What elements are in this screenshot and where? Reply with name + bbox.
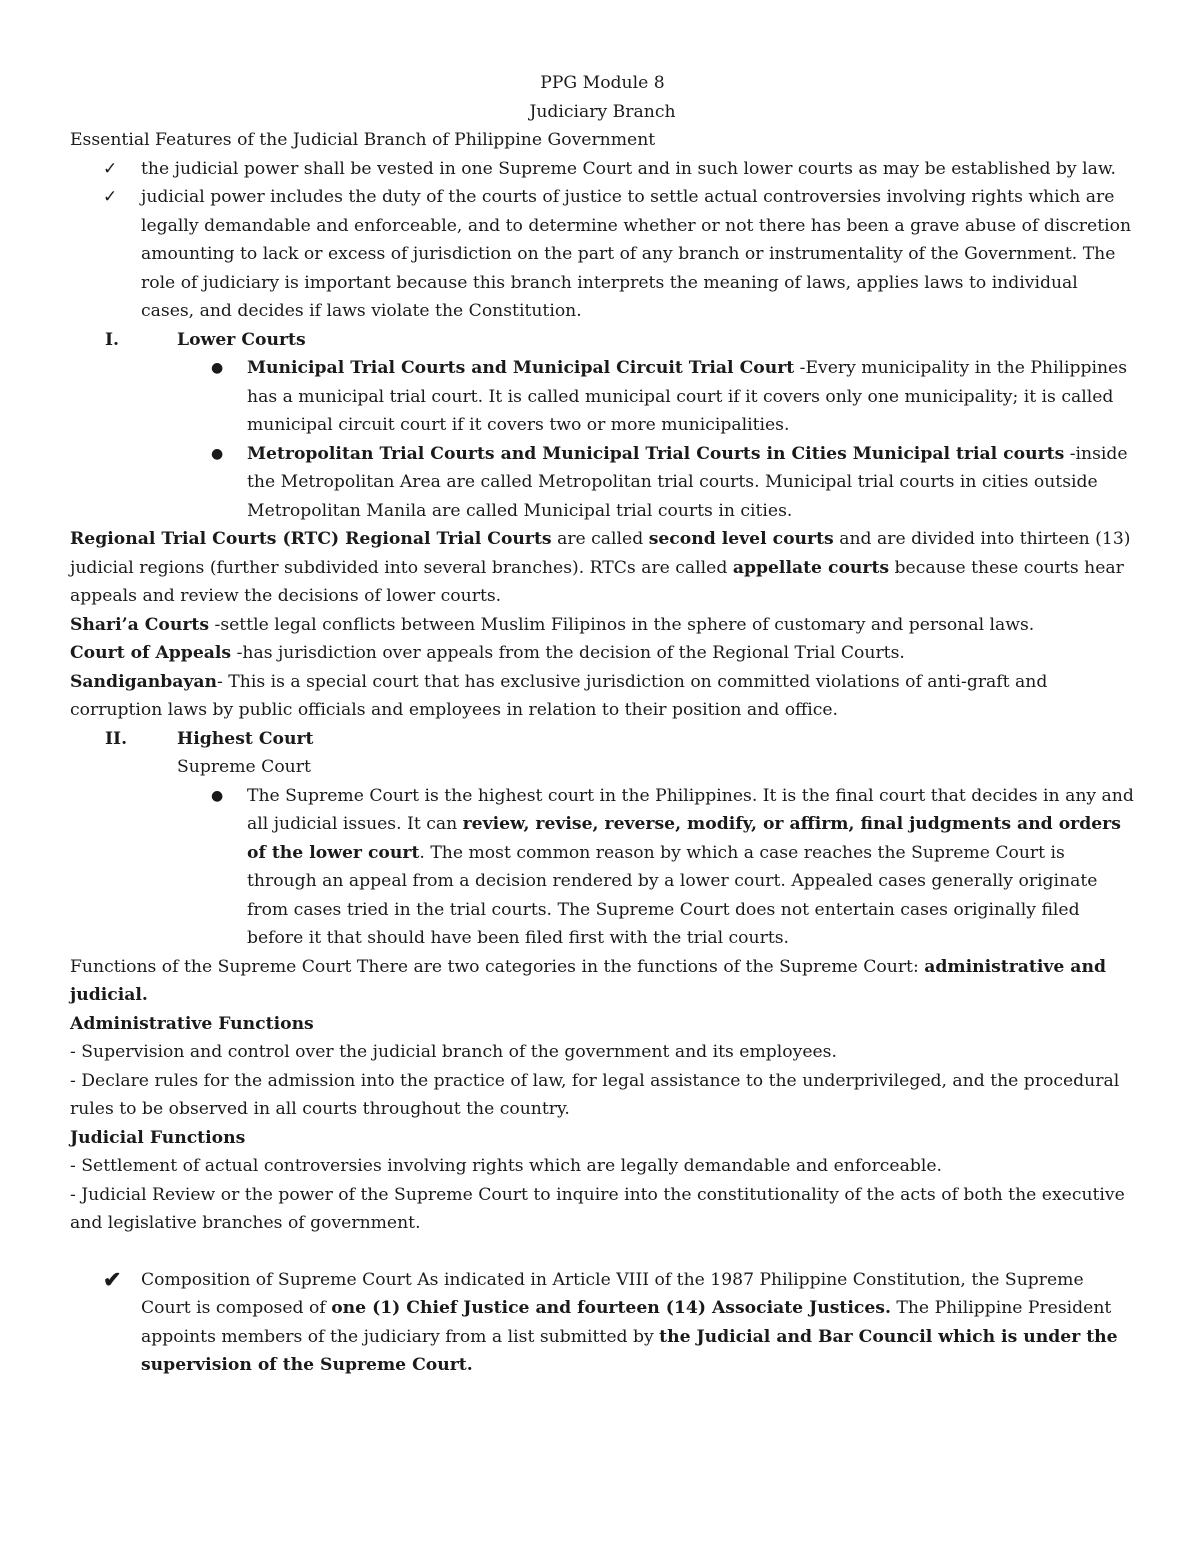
- functions-emphasis: administrative and judicial.: [70, 956, 1106, 1005]
- rtc-emphasis: second level courts: [648, 529, 834, 549]
- feature-item: [70, 155, 1135, 184]
- administrative-item: - Supervision and control over the judicial branch of the government and its employees.: [70, 1042, 837, 1062]
- bullet-icon: ●: [211, 360, 224, 376]
- document-title: PPG Module 8: [540, 73, 665, 93]
- list-item: [70, 440, 1135, 526]
- checkmark-icon: ✓: [103, 187, 118, 207]
- sandiganbayan-paragraph: [70, 668, 1135, 725]
- functions-paragraph: [70, 953, 1135, 1010]
- court-name: Shari’a Courts: [70, 614, 210, 635]
- court-name: Court of Appeals: [70, 643, 232, 663]
- rtc-text: are called: [551, 529, 649, 549]
- supreme-court-text: The Supreme Court is the highest court in the Philippines. It is the final court that decides in any and all judicial issues. It can: [247, 785, 1134, 834]
- section-highest-court: [70, 725, 1135, 754]
- document-subtitle: Judiciary Branch: [529, 101, 676, 122]
- composition-text: The Philippine President appoints members of the judiciary from a list submitted by: [141, 1298, 1112, 1347]
- court-name: Municipal Trial Courts and Municipal Circuit Trial Court: [247, 358, 795, 378]
- appeals-paragraph: [70, 639, 1135, 668]
- subsection-heading: Supreme Court: [177, 757, 311, 777]
- list-item: [70, 354, 1135, 440]
- court-description: -settle legal conflicts between Muslim Filipinos in the sphere of customary and personal laws.: [209, 614, 1035, 635]
- judicial-item: - Judicial Review or the power of the Supreme Court to inquire into the constitutionality of the acts of both the executive and legislative branches of government.: [70, 1184, 1125, 1233]
- feature-item: [70, 183, 1135, 326]
- judicial-item: - Settlement of actual controversies involving rights which are legally demandable and enforceable.: [70, 1156, 942, 1176]
- rtc-emphasis: appellate courts: [732, 557, 890, 578]
- rtc-text: because these courts hear appeals and review the decisions of lower courts.: [70, 557, 1124, 606]
- feature-text: the judicial power shall be vested in one Supreme Court and in such lower courts as may be established by law.: [141, 158, 1116, 179]
- bullet-icon: ●: [211, 445, 224, 462]
- administrative-heading: [70, 1010, 1135, 1039]
- court-description: -inside the Metropolitan Area are called Metropolitan trial courts. Municipal trial courts in cities outside Metropolitan Manila are called Municipal trial courts in cities.: [247, 443, 1128, 521]
- section-heading: Lower Courts: [177, 329, 306, 350]
- composition-item: [70, 1266, 1135, 1380]
- spacer: [70, 1238, 1135, 1266]
- court-description: -has jurisdiction over appeals from the decision of the Regional Trial Courts.: [231, 643, 905, 663]
- bullet-icon: ●: [211, 787, 224, 804]
- roman-numeral: I.: [105, 329, 120, 350]
- composition-emphasis: one (1) Chief Justice and fourteen (14) Associate Justices.: [331, 1298, 891, 1318]
- administrative-item: - Declare rules for the admission into the practice of law, for legal assistance to the underprivileged, and the procedural rules to be observed in all courts throughout the country.: [70, 1070, 1120, 1119]
- rtc-name: Regional Trial Courts (RTC) Regional Trial Courts: [70, 529, 552, 549]
- list-item: [70, 782, 1135, 953]
- checkmark-icon: ✓: [103, 158, 118, 179]
- composition-text: Composition of Supreme Court As indicated in Article VIII of the 1987 Philippine Constitution, the Supreme Court is composed of: [141, 1269, 1084, 1318]
- court-description: - This is a special court that has exclusive jurisdiction on committed violations of anti-graft and corruption laws by public officials and employees in relation to their position and office.: [70, 671, 1048, 720]
- checkmark-icon: ✔: [103, 1266, 122, 1293]
- supreme-court-emphasis: review, revise, reverse, modify, or affirm, final judgments and orders of the lower court: [247, 814, 1121, 863]
- intro-heading: Essential Features of the Judicial Branch of Philippine Government: [70, 130, 656, 150]
- functions-text: Functions of the Supreme Court There are two categories in the functions of the Supreme Court:: [70, 956, 925, 977]
- section-heading: Highest Court: [177, 728, 314, 749]
- document-page: [70, 69, 1135, 1380]
- court-name: Metropolitan Trial Courts and Municipal Trial Courts in Cities Municipal trial courts: [247, 443, 1065, 464]
- section-lower-courts: [70, 326, 1135, 355]
- heading-text: Judicial Functions: [70, 1127, 246, 1148]
- composition-emphasis: the Judicial and Bar Council which is under the supervision of the Supreme Court.: [141, 1326, 1118, 1375]
- roman-numeral: II.: [105, 728, 128, 749]
- court-name: Sandiganbayan: [70, 671, 218, 692]
- supreme-court-text: . The most common reason by which a case reaches the Supreme Court is through an appeal from a decision rendered by a lower court. Appealed cases generally originate from cases tried in the trial courts. The Supreme Court does not entertain cases originally filed before it that should have been filed first with the trial courts.: [247, 842, 1098, 948]
- feature-text: judicial power includes the duty of the courts of justice to settle actual controversies involving rights which are legally demandable and enforceable, and to determine whether or not there has been a grave abuse of discretion amounting to lack or excess of jurisdiction on the part of any branch or instrumentality of the Government. The role of judiciary is important because this branch interprets the meaning of laws, applies laws to individual cases, and decides if laws violate the Constitution.: [141, 187, 1132, 321]
- rtc-paragraph: [70, 525, 1135, 611]
- court-description: -Every municipality in the Philippines has a municipal trial court. It is called municipal court if it covers only one municipality; it is called municipal circuit court if it covers two or more municipalities.: [247, 358, 1128, 435]
- sharia-paragraph: [70, 611, 1135, 640]
- judicial-heading: [70, 1124, 1135, 1153]
- rtc-text: and are divided into thirteen (13) judicial regions (further subdivided into several branches). RTCs are called: [70, 529, 1131, 578]
- heading-text: Administrative Functions: [70, 1013, 314, 1034]
